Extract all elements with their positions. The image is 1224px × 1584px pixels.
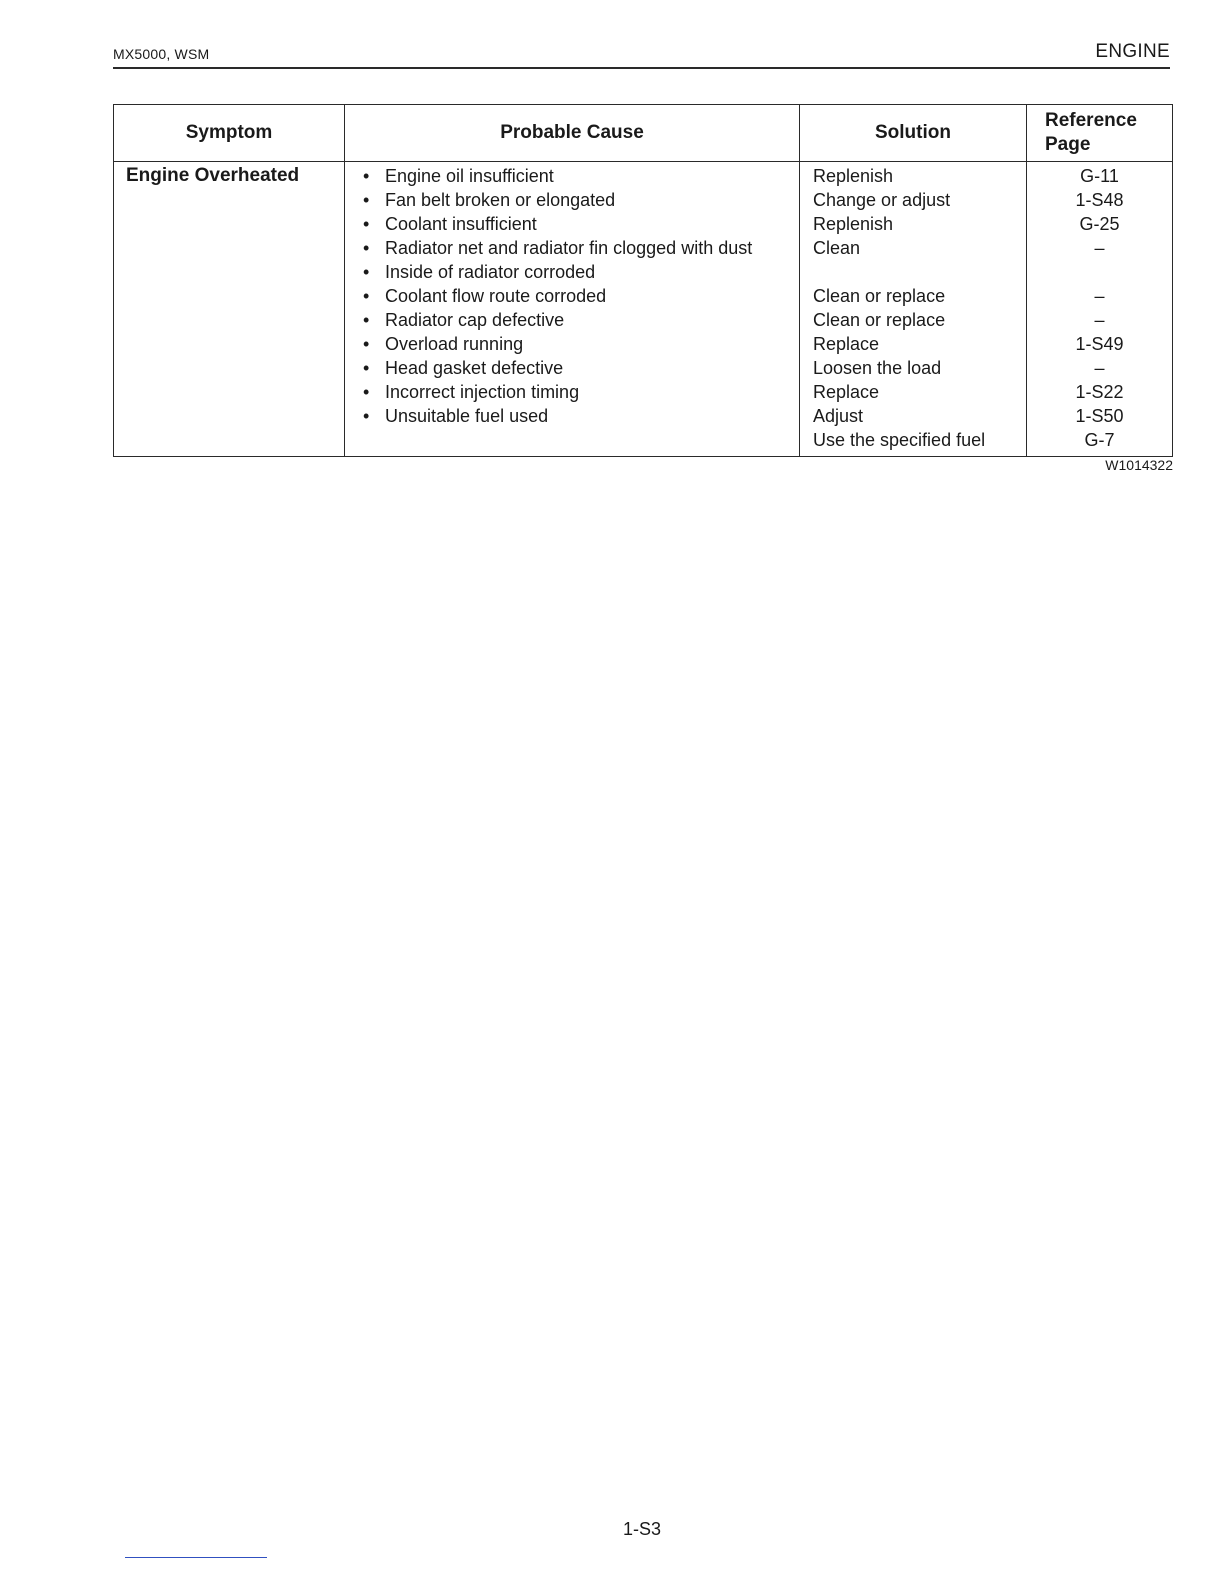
footer-rule [125,1557,267,1558]
bullet-icon: • [363,358,370,378]
bullet-icon: • [363,214,370,234]
reference-item: – [1094,310,1105,330]
cause-text: Unsuitable fuel used [385,406,549,426]
cause-item [361,308,799,332]
reference-list [1027,164,1172,452]
header-manual-title: MX5000, WSM [113,46,210,62]
column-header-symptom: Symptom [114,105,345,162]
bullet-icon: • [363,190,370,210]
cause-text: Coolant flow route corroded [385,286,607,306]
solution-item: Change or adjust [813,190,951,210]
cause-text: Head gasket defective [385,358,564,378]
page-number: 1-S3 [622,1519,662,1539]
solution-item: Use the specified fuel [813,430,986,450]
bullet-icon: • [363,310,370,330]
cause-text: Coolant insufficient [385,214,537,234]
bullet-icon: • [363,382,370,402]
solution-item: Loosen the load [813,358,942,378]
cause-text: Radiator cap defective [385,310,565,330]
bullet-icon: • [363,286,370,306]
header-section-title: ENGINE [1095,41,1170,62]
column-header-probable-cause: Probable Cause [345,105,800,162]
cause-text: Engine oil insufficient [385,166,554,186]
cause-list [345,164,799,428]
symptom-label: Engine Overheated [126,165,300,186]
reference-item: G-25 [1079,214,1120,234]
cause-item [361,356,799,380]
reference-item: G-7 [1084,430,1115,450]
bullet-icon: • [363,262,370,282]
reference-item: 1-S50 [1075,406,1124,426]
reference-item: 1-S49 [1075,334,1124,354]
cause-item [361,284,799,308]
cause-item [361,404,799,428]
reference-item: G-11 [1080,166,1119,186]
cause-item [361,236,799,260]
solution-item: Replace [813,334,880,354]
cause-item [361,380,799,404]
cause-item [361,188,799,212]
cause-item [361,212,799,236]
column-header-reference-page: Reference Page [1027,105,1173,162]
reference-item: – [1094,238,1105,258]
solution-item: Replace [813,382,880,402]
cause-text: Fan belt broken or elongated [385,190,616,210]
solution-item: Clean [813,238,861,258]
cause-item [361,260,799,284]
cause-item [361,164,799,188]
solution-item: Clean or replace [813,286,946,306]
solution-item: Replenish [813,166,894,186]
table-row [114,162,1173,457]
cause-text: Inside of radiator corroded [385,262,596,282]
header-rule [113,67,1170,69]
solution-item: Adjust [813,406,864,426]
cause-text: Overload running [385,334,524,354]
bullet-icon: • [363,406,370,426]
reference-item: 1-S48 [1075,190,1124,210]
solution-list [800,164,1026,452]
cause-text: Incorrect injection timing [385,382,580,402]
cause-item [361,332,799,356]
reference-item: – [1094,286,1105,306]
bullet-icon: • [363,166,370,186]
solution-item: Clean or replace [813,310,946,330]
bullet-icon: • [363,334,370,354]
cause-cell [345,162,800,457]
symptom-cell [114,162,345,457]
solution-cell [800,162,1027,457]
cause-text: Radiator net and radiator fin clogged with dust [385,238,753,258]
document-code: W1014322 [1105,457,1173,473]
table-header-row [114,105,1173,162]
solution-item: Replenish [813,214,894,234]
reference-cell [1027,162,1173,457]
bullet-icon: • [363,238,370,258]
troubleshooting-table [113,104,1173,457]
column-header-solution: Solution [800,105,1027,162]
reference-item: – [1094,358,1105,378]
reference-item: 1-S22 [1075,382,1124,402]
